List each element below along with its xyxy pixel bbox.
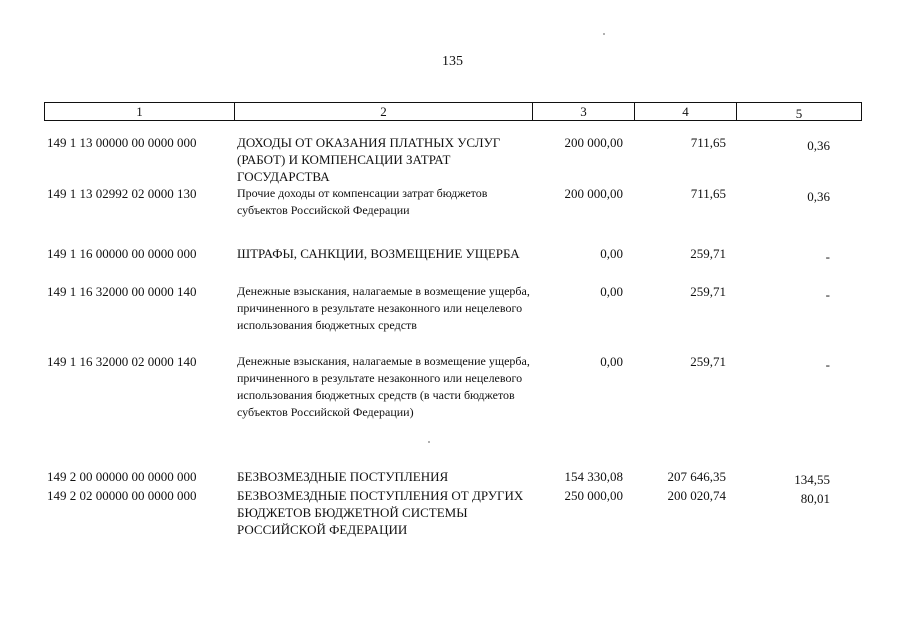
- percent-value: -: [825, 249, 830, 264]
- plan-value: 0,00: [600, 284, 623, 299]
- column-header-2: 2: [235, 103, 533, 120]
- actual-value: 711,65: [690, 186, 726, 201]
- income-name: Прочие доходы от компенсации затрат бюджетов субъектов Российской Федерации: [237, 186, 488, 217]
- percent-value: 80,01: [800, 491, 830, 506]
- budget-code: 149 1 16 00000 00 0000 000: [47, 246, 197, 261]
- actual-value: 259,71: [690, 284, 726, 299]
- plan-value: 200 000,00: [564, 135, 623, 150]
- income-name: Денежные взыскания, налагаемые в возмещение ущерба, причиненного в результате незаконного или нецелевого использования бюджетных средств: [237, 284, 530, 332]
- percent-value: 0,36: [807, 189, 830, 204]
- column-header-4: 4: [635, 103, 737, 120]
- income-name: БЕЗВОЗМЕЗДНЫЕ ПОСТУПЛЕНИЯ: [237, 469, 449, 484]
- budget-code: 149 2 00 00000 00 0000 000: [47, 469, 197, 484]
- column-header-5: 5: [795, 106, 803, 121]
- scan-speck: [603, 33, 605, 35]
- income-name: БЕЗВОЗМЕЗДНЫЕ ПОСТУПЛЕНИЯ ОТ ДРУГИХ БЮДЖЕТОВ БЮДЖЕТНОЙ СИСТЕМЫ РОССИЙСКОЙ ФЕДЕРАЦИИ: [237, 488, 524, 537]
- percent-value: -: [825, 287, 830, 302]
- plan-value: 250 000,00: [564, 488, 623, 503]
- percent-value: -: [825, 357, 830, 372]
- plan-value: 0,00: [600, 246, 623, 261]
- percent-value: 0,36: [807, 138, 830, 153]
- column-header-3: 3: [533, 103, 635, 120]
- budget-code: 149 1 16 32000 02 0000 140: [47, 354, 197, 369]
- budget-code: 149 1 13 00000 00 0000 000: [47, 135, 197, 150]
- income-name: ДОХОДЫ ОТ ОКАЗАНИЯ ПЛАТНЫХ УСЛУГ (РАБОТ) И КОМПЕНСАЦИИ ЗАТРАТ ГОСУДАРСТВА: [237, 135, 501, 184]
- scan-speck: [428, 441, 430, 443]
- table-header: [44, 102, 862, 121]
- column-header-1: 1: [45, 103, 235, 120]
- budget-code: 149 1 16 32000 00 0000 140: [47, 284, 197, 299]
- plan-value: 154 330,08: [564, 469, 623, 484]
- actual-value: 207 646,35: [667, 469, 726, 484]
- actual-value: 711,65: [690, 135, 726, 150]
- income-name: ШТРАФЫ, САНКЦИИ, ВОЗМЕЩЕНИЕ УЩЕРБА: [237, 246, 520, 261]
- actual-value: 259,71: [690, 246, 726, 261]
- plan-value: 0,00: [600, 354, 623, 369]
- income-name: Денежные взыскания, налагаемые в возмещение ущерба, причиненного в результате незаконного или нецелевого использования бюджетных средств (в части бюджетов субъектов Российской Федерации): [237, 354, 530, 419]
- budget-code: 149 1 13 02992 02 0000 130: [47, 186, 197, 201]
- actual-value: 259,71: [690, 354, 726, 369]
- plan-value: 200 000,00: [564, 186, 623, 201]
- budget-code: 149 2 02 00000 00 0000 000: [47, 488, 197, 503]
- percent-value: 134,55: [794, 472, 830, 487]
- page-number: 135: [442, 54, 463, 69]
- actual-value: 200 020,74: [667, 488, 726, 503]
